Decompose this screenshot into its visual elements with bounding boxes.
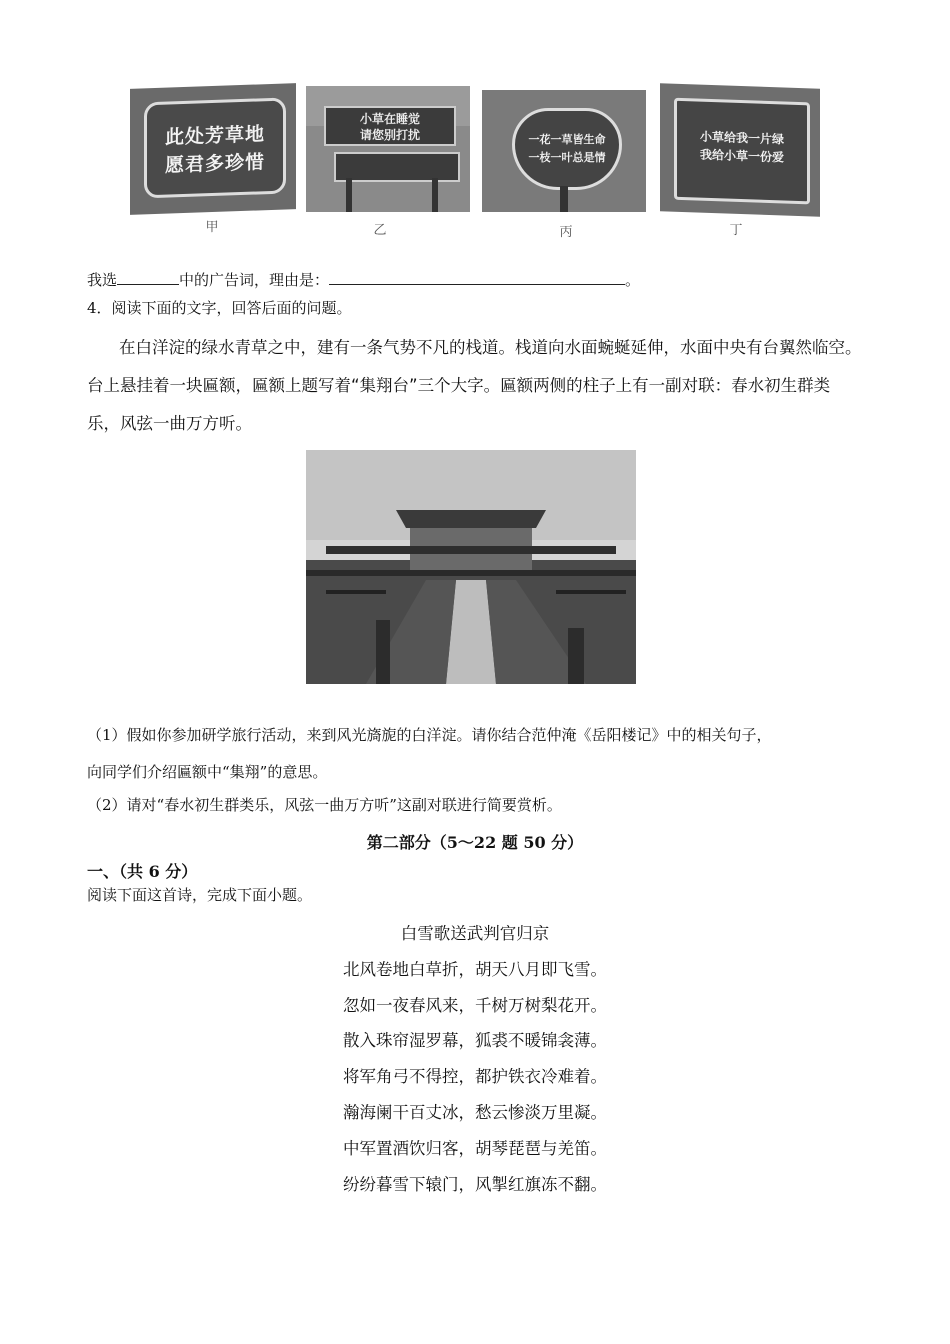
sign-yi-line1: 小草在睡觉: [359, 112, 420, 126]
sign-label-bing: 丙: [559, 225, 573, 240]
q3-middle: 中的广告词，理由是：: [179, 271, 330, 289]
q4-passage-line2: 台上悬挂着一块匾额，匾额上题写着“集翔台”三个大字。匾额两侧的柱子上有一副对联：春水初生群类: [87, 376, 831, 395]
part2-instruction: 阅读下面这首诗，完成下面小题。: [87, 886, 313, 904]
sign-label-jia: 甲: [205, 220, 219, 235]
poem-line-7: 纷纷暮雪下辕门，风掣红旗冻不翻。: [343, 1175, 607, 1194]
sign-jia-line1: 此处芳草地: [164, 123, 265, 149]
poem-line-4: 将军角弓不得控，都护铁衣冷难着。: [343, 1067, 607, 1086]
sign-label-ding: 丁: [729, 223, 743, 238]
sign-ding-line2: 我给小草一份爱: [699, 147, 784, 165]
sign-board-yi-top: [324, 106, 456, 146]
poem-title: 白雪歌送武判官归京: [400, 924, 550, 943]
sign-board-yi-bottom: [334, 152, 460, 182]
poem-line-1: 北风卷地白草折，胡天八月即飞雪。: [343, 960, 607, 979]
sign-board-ding: [674, 98, 810, 205]
q3-suffix: 。: [625, 271, 641, 289]
q4-sub1-line2: 向同学们介绍匾额中“集翔”的意思。: [87, 763, 328, 781]
sign-bing-line2: 一枝一叶总是情: [528, 151, 606, 164]
sign-bing-line1: 一花一草皆生命: [528, 133, 606, 146]
q3-blank-reason[interactable]: [329, 270, 625, 285]
sign-photo-jia: [130, 83, 296, 215]
q4-sub2: （2）请对“春水初生群类乐，风弦一曲万方听”这副对联进行简要赏析。: [87, 796, 562, 814]
sign-photo-bing: [482, 90, 646, 212]
sign-yi-line2: 请您别打扰: [359, 128, 420, 142]
poem-line-2: 忽如一夜春风来，千树万树梨花开。: [343, 996, 607, 1015]
sign-photo-ding: [660, 83, 820, 217]
q3-prefix: 我选: [87, 271, 118, 289]
sign-post-yi-2: [432, 178, 438, 212]
sign-board-bing: [512, 108, 622, 190]
boardwalk-illustration: [306, 450, 636, 684]
q4-sub1-line1: （1）假如你参加研学旅行活动，来到风光旖旎的白洋淀。请你结合范仲淹《岳阳楼记》中的相关句子，: [87, 726, 772, 744]
q3-blank-choice[interactable]: [117, 270, 179, 285]
q3-answer-line: [87, 270, 640, 288]
sign-board-jia: [144, 97, 286, 198]
poem-line-3: 散入珠帘湿罗幕，狐裘不暖锦衾薄。: [343, 1031, 607, 1050]
sign-label-yi: 乙: [373, 223, 387, 238]
boardwalk-photo: [306, 450, 636, 684]
part2-section: 一、（共 6 分）: [87, 862, 198, 881]
sign-ding-line1: 小草给我一片绿: [699, 129, 784, 147]
sign-photo-yi: [306, 86, 470, 212]
sign-post-yi: [346, 178, 352, 212]
part2-heading: 第二部分（5～22 题 50 分）: [366, 833, 584, 852]
q4-title: 4．阅读下面的文字，回答后面的问题。: [87, 299, 352, 317]
poem-line-5: 瀚海阑干百丈冰，愁云惨淡万里凝。: [343, 1103, 607, 1122]
poem-line-6: 中军置酒饮归客，胡琴琵琶与羌笛。: [343, 1139, 607, 1158]
sign-post-bing: [560, 186, 568, 212]
q4-passage-line3: 乐，风弦一曲万方听。: [87, 414, 252, 433]
sign-jia-line2: 愿君多珍惜: [164, 151, 265, 177]
q4-passage-line1: 在白洋淀的绿水青草之中，建有一条气势不凡的栈道。栈道向水面蜿蜒延伸，水面中央有台翼然临空。: [119, 338, 862, 357]
